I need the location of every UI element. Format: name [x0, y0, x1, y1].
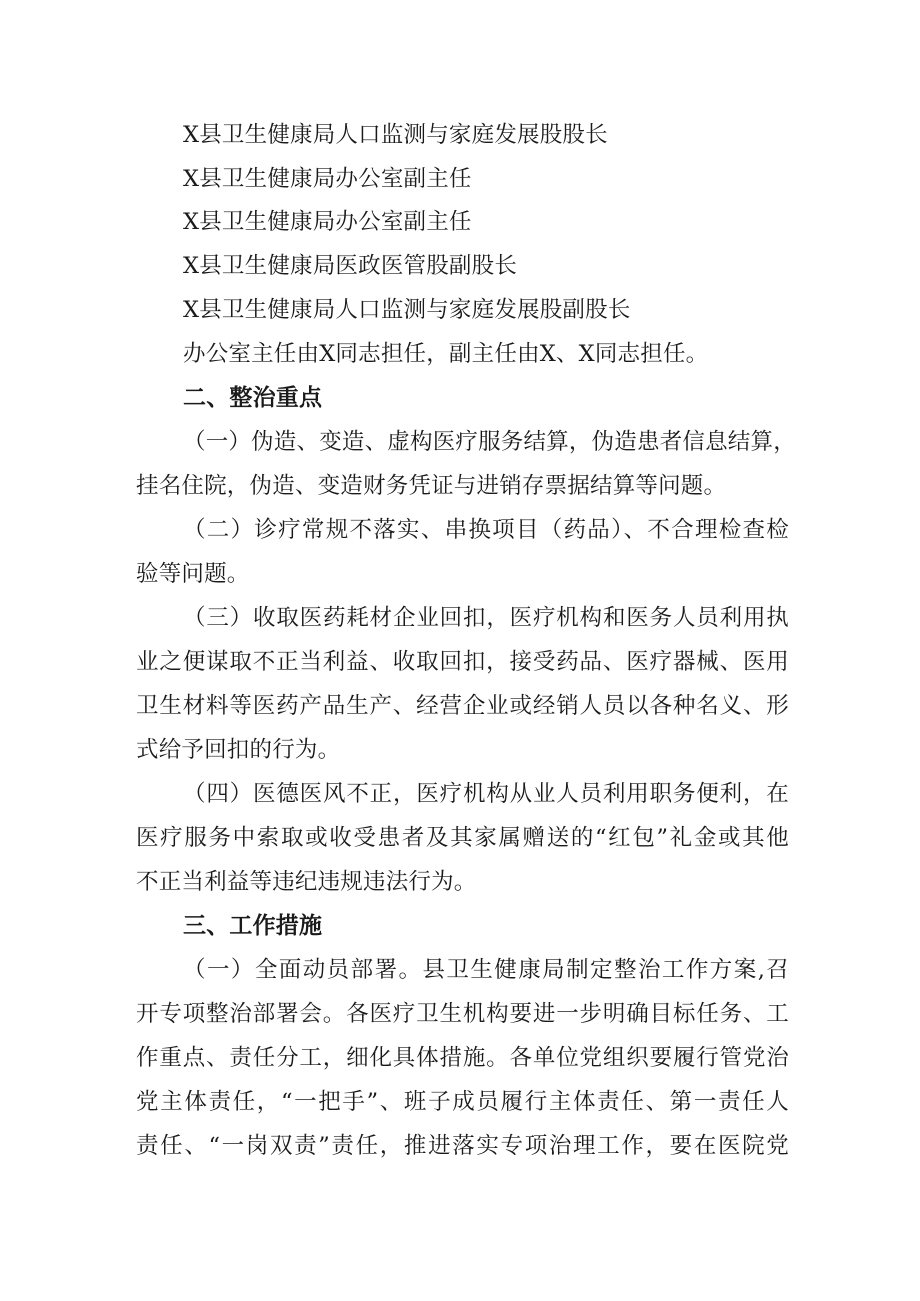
member-line-3: X县卫生健康局办公室副主任 — [183, 209, 472, 235]
para-line: 开专项整治部署会。各医疗卫生机构要进一步明确目标任务、工 — [136, 1001, 789, 1027]
para-line: 作重点、责任分工，细化具体措施。各单位党组织要履行管党治 — [136, 1045, 789, 1071]
member-line-2: X县卫生健康局办公室副主任 — [183, 166, 472, 192]
para-line: 挂名住院，伪造、变造财务凭证与进销存票据结算等问题。 — [136, 473, 727, 499]
member-line-4: X县卫生健康局医政医管股副股长 — [183, 253, 518, 279]
member-line-5: X县卫生健康局人口监测与家庭发展股副股长 — [183, 297, 631, 323]
section-heading-3: 三、工作措施 — [183, 913, 323, 939]
para-line: （一）全面动员部署。县卫生健康局制定整治工作方案,召 — [183, 957, 789, 983]
para-line: 党主体责任，“一把手”、班子成员履行主体责任、第一责任人 — [136, 1089, 789, 1115]
para-line: （二）诊疗常规不落实、串换项目（药品）、不合理检查检 — [183, 517, 789, 543]
para-line: 业之便谋取不正当利益、收取回扣，接受药品、医疗器械、医用 — [136, 649, 789, 675]
para-line: 医疗服务中索取或收受患者及其家属赠送的“红包”礼金或其他 — [136, 825, 789, 851]
para-line: 卫生材料等医药产品生产、经营企业或经销人员以各种名义、形 — [136, 693, 789, 719]
para-line: 式给予回扣的行为。 — [136, 737, 341, 763]
para-line: 责任、“一岗双责”责任，推进落实专项治理工作，要在医院党 — [136, 1133, 789, 1159]
section-heading-2: 二、整治重点 — [183, 385, 323, 411]
para-line: （四）医德医风不正，医疗机构从业人员利用职务便利，在 — [183, 781, 789, 807]
member-line-1: X县卫生健康局人口监测与家庭发展股股长 — [183, 122, 608, 148]
para-line: （一）伪造、变造、虚构医疗服务结算，伪造患者信息结算， — [183, 429, 796, 455]
para-line: 验等问题。 — [136, 561, 250, 587]
para-line: 不正当利益等违纪违规违法行为。 — [136, 869, 477, 895]
office-note: 办公室主任由X同志担任，副主任由X、X同志担任。 — [183, 341, 709, 367]
para-line: （三）收取医药耗材企业回扣，医疗机构和医务人员利用执 — [183, 605, 789, 631]
